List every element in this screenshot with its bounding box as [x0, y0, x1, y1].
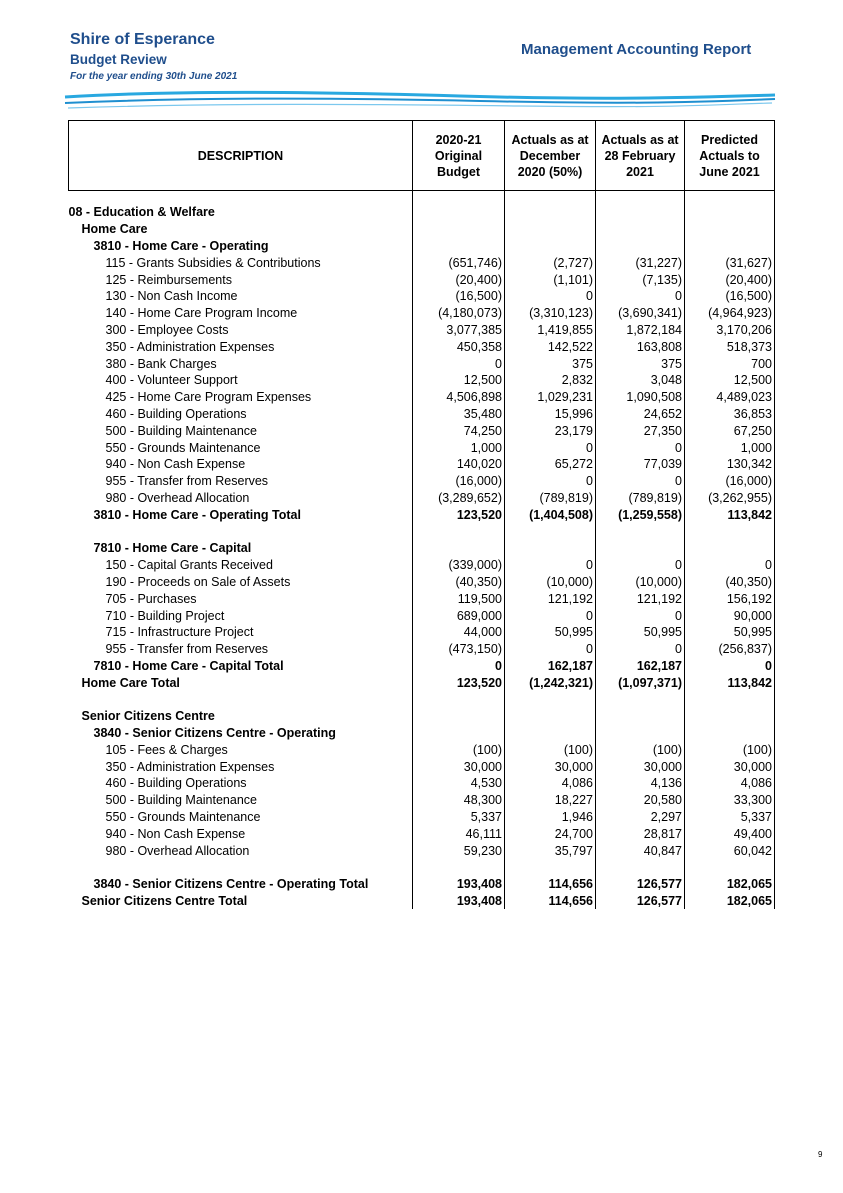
- row-value-col-2: 0: [505, 607, 596, 624]
- row-value-col-2: 1,029,231: [505, 389, 596, 406]
- row-description: 7810 - Home Care - Capital Total: [69, 658, 413, 675]
- spacer-cell: [413, 691, 505, 708]
- row-value-col-4: 33,300: [685, 792, 775, 809]
- row-value-col-1: [413, 708, 505, 725]
- spacer-row: [69, 191, 775, 205]
- spacer-cell: [505, 191, 596, 205]
- row-value-col-4: 49,400: [685, 825, 775, 842]
- row-value-col-2: 0: [505, 557, 596, 574]
- header-wave-decoration: [60, 86, 780, 116]
- column-header-description: [69, 121, 413, 191]
- column-header-1: [413, 121, 505, 191]
- row-value-col-1: [413, 238, 505, 255]
- row-value-col-3: 0: [596, 288, 685, 305]
- row-description: 705 - Purchases: [69, 590, 413, 607]
- table-row: [69, 490, 775, 507]
- row-description: 710 - Building Project: [69, 607, 413, 624]
- row-value-col-3: 0: [596, 439, 685, 456]
- row-value-col-3: (100): [596, 742, 685, 759]
- row-value-col-4: 12,500: [685, 372, 775, 389]
- spacer-row: [69, 523, 775, 540]
- row-description: 300 - Employee Costs: [69, 322, 413, 339]
- row-value-col-4: 50,995: [685, 624, 775, 641]
- row-value-col-1: 193,408: [413, 876, 505, 893]
- row-description: 350 - Administration Expenses: [69, 338, 413, 355]
- row-value-col-2: (1,242,321): [505, 674, 596, 691]
- column-header-2: [505, 121, 596, 191]
- row-value-col-3: (1,259,558): [596, 506, 685, 523]
- row-value-col-3: [596, 221, 685, 238]
- row-value-col-4: (100): [685, 742, 775, 759]
- row-value-col-2: 0: [505, 439, 596, 456]
- table-heading-row: [69, 658, 775, 675]
- table-row: [69, 758, 775, 775]
- row-description: 190 - Proceeds on Sale of Assets: [69, 574, 413, 591]
- row-value-col-2: 4,086: [505, 775, 596, 792]
- row-description: 140 - Home Care Program Income: [69, 305, 413, 322]
- row-value-col-1: 4,506,898: [413, 389, 505, 406]
- row-value-col-4: (31,627): [685, 254, 775, 271]
- row-value-col-2: (789,819): [505, 490, 596, 507]
- row-value-col-3: (789,819): [596, 490, 685, 507]
- table-row: [69, 624, 775, 641]
- row-value-col-4: (40,350): [685, 574, 775, 591]
- column-header-line: December: [519, 148, 581, 163]
- row-description: Home Care Total: [69, 674, 413, 691]
- table-row: [69, 372, 775, 389]
- row-value-col-3: 375: [596, 355, 685, 372]
- table-row: [69, 590, 775, 607]
- spacer-cell: [69, 859, 413, 876]
- row-value-col-4: (4,964,923): [685, 305, 775, 322]
- row-value-col-3: 162,187: [596, 658, 685, 675]
- row-value-col-1: 12,500: [413, 372, 505, 389]
- row-value-col-4: 90,000: [685, 607, 775, 624]
- row-description: 980 - Overhead Allocation: [69, 842, 413, 859]
- row-value-col-3: 1,872,184: [596, 322, 685, 339]
- row-value-col-1: (651,746): [413, 254, 505, 271]
- row-value-col-3: 1,090,508: [596, 389, 685, 406]
- column-header-line: Actuals as at: [601, 132, 679, 147]
- row-value-col-1: 123,520: [413, 674, 505, 691]
- row-value-col-1: 140,020: [413, 456, 505, 473]
- row-value-col-1: (339,000): [413, 557, 505, 574]
- table-row: [69, 271, 775, 288]
- row-value-col-2: (2,727): [505, 254, 596, 271]
- row-value-col-3: 0: [596, 473, 685, 490]
- row-value-col-4: [685, 238, 775, 255]
- row-value-col-1: (4,180,073): [413, 305, 505, 322]
- row-description: 400 - Volunteer Support: [69, 372, 413, 389]
- row-value-col-4: [685, 221, 775, 238]
- row-value-col-1: (40,350): [413, 574, 505, 591]
- column-header-line: 2020-21: [435, 132, 482, 147]
- row-description: 7810 - Home Care - Capital: [69, 540, 413, 557]
- table-row: [69, 557, 775, 574]
- row-value-col-3: (3,690,341): [596, 305, 685, 322]
- row-value-col-1: (100): [413, 742, 505, 759]
- page-number: 9: [818, 1150, 823, 1159]
- row-value-col-3: 126,577: [596, 893, 685, 910]
- row-value-col-1: 35,480: [413, 406, 505, 423]
- spacer-cell: [596, 191, 685, 205]
- table-heading-row: [69, 506, 775, 523]
- row-value-col-2: 35,797: [505, 842, 596, 859]
- row-value-col-2: 162,187: [505, 658, 596, 675]
- row-value-col-4: 0: [685, 557, 775, 574]
- table-row: [69, 406, 775, 423]
- row-value-col-3: [596, 725, 685, 742]
- row-value-col-2: 0: [505, 473, 596, 490]
- table-heading-row: [69, 540, 775, 557]
- row-value-col-2: [505, 725, 596, 742]
- row-value-col-4: 182,065: [685, 876, 775, 893]
- row-description: 460 - Building Operations: [69, 775, 413, 792]
- row-value-col-3: [596, 204, 685, 221]
- row-description: 115 - Grants Subsidies & Contributions: [69, 254, 413, 271]
- column-header-3: [596, 121, 685, 191]
- row-description: 3840 - Senior Citizens Centre - Operating Total: [69, 876, 413, 893]
- row-value-col-3: (10,000): [596, 574, 685, 591]
- row-value-col-4: 156,192: [685, 590, 775, 607]
- row-description: 425 - Home Care Program Expenses: [69, 389, 413, 406]
- row-description: Senior Citizens Centre Total: [69, 893, 413, 910]
- row-description: 130 - Non Cash Income: [69, 288, 413, 305]
- row-value-col-3: [596, 708, 685, 725]
- table-row: [69, 641, 775, 658]
- row-value-col-3: 0: [596, 641, 685, 658]
- table-body: [69, 191, 775, 910]
- row-value-col-2: 18,227: [505, 792, 596, 809]
- table-row: [69, 422, 775, 439]
- report-period: For the year ending 30th June 2021: [70, 71, 238, 82]
- row-value-col-2: (100): [505, 742, 596, 759]
- row-value-col-2: 375: [505, 355, 596, 372]
- row-value-col-2: [505, 540, 596, 557]
- table-row: [69, 456, 775, 473]
- row-value-col-3: 121,192: [596, 590, 685, 607]
- row-value-col-1: 44,000: [413, 624, 505, 641]
- row-description: 3810 - Home Care - Operating Total: [69, 506, 413, 523]
- table-row: [69, 792, 775, 809]
- row-description: 3840 - Senior Citizens Centre - Operating: [69, 725, 413, 742]
- table-row: [69, 355, 775, 372]
- budget-table: [68, 120, 774, 909]
- table-row: [69, 574, 775, 591]
- row-value-col-2: 142,522: [505, 338, 596, 355]
- spacer-cell: [596, 523, 685, 540]
- row-value-col-2: 1,419,855: [505, 322, 596, 339]
- table-row: [69, 254, 775, 271]
- row-value-col-4: [685, 204, 775, 221]
- table-heading-row: [69, 674, 775, 691]
- row-value-col-4: 36,853: [685, 406, 775, 423]
- row-value-col-4: [685, 540, 775, 557]
- row-value-col-1: 119,500: [413, 590, 505, 607]
- table-row: [69, 338, 775, 355]
- row-value-col-4: 67,250: [685, 422, 775, 439]
- spacer-row: [69, 691, 775, 708]
- row-value-col-4: 182,065: [685, 893, 775, 910]
- row-value-col-2: (3,310,123): [505, 305, 596, 322]
- row-value-col-4: 113,842: [685, 674, 775, 691]
- row-value-col-3: 40,847: [596, 842, 685, 859]
- row-value-col-2: 30,000: [505, 758, 596, 775]
- row-value-col-3: 4,136: [596, 775, 685, 792]
- table-heading-row: [69, 221, 775, 238]
- row-value-col-3: 50,995: [596, 624, 685, 641]
- row-value-col-2: [505, 204, 596, 221]
- row-value-col-3: 163,808: [596, 338, 685, 355]
- row-value-col-3: 126,577: [596, 876, 685, 893]
- report-subtitle: Budget Review: [70, 52, 167, 67]
- row-description: 350 - Administration Expenses: [69, 758, 413, 775]
- row-description: 940 - Non Cash Expense: [69, 456, 413, 473]
- row-description: Home Care: [69, 221, 413, 238]
- row-value-col-4: [685, 708, 775, 725]
- spacer-cell: [413, 523, 505, 540]
- table-heading-row: [69, 893, 775, 910]
- row-value-col-2: 24,700: [505, 825, 596, 842]
- table-row: [69, 305, 775, 322]
- row-value-col-2: (1,404,508): [505, 506, 596, 523]
- column-header-line: DESCRIPTION: [197, 148, 284, 163]
- row-value-col-4: 700: [685, 355, 775, 372]
- row-value-col-3: 24,652: [596, 406, 685, 423]
- row-description: 08 - Education & Welfare: [69, 204, 413, 221]
- organisation-name: Shire of Esperance: [70, 31, 215, 48]
- row-value-col-1: 123,520: [413, 506, 505, 523]
- row-description: 550 - Grounds Maintenance: [69, 809, 413, 826]
- spacer-cell: [413, 191, 505, 205]
- spacer-cell: [413, 859, 505, 876]
- table-header-row: [69, 121, 775, 191]
- spacer-cell: [685, 859, 775, 876]
- column-header-line: 28 February: [604, 148, 676, 163]
- row-value-col-2: 121,192: [505, 590, 596, 607]
- row-description: 550 - Grounds Maintenance: [69, 439, 413, 456]
- row-description: 715 - Infrastructure Project: [69, 624, 413, 641]
- spacer-cell: [69, 691, 413, 708]
- row-value-col-4: 113,842: [685, 506, 775, 523]
- row-description: Senior Citizens Centre: [69, 708, 413, 725]
- row-value-col-1: 4,530: [413, 775, 505, 792]
- row-value-col-3: 0: [596, 607, 685, 624]
- row-value-col-3: 0: [596, 557, 685, 574]
- row-description: 3810 - Home Care - Operating: [69, 238, 413, 255]
- column-header-4: [685, 121, 775, 191]
- table-row: [69, 825, 775, 842]
- row-value-col-2: 0: [505, 641, 596, 658]
- spacer-cell: [685, 691, 775, 708]
- row-description: 955 - Transfer from Reserves: [69, 641, 413, 658]
- row-value-col-1: (16,500): [413, 288, 505, 305]
- spacer-cell: [685, 191, 775, 205]
- table-row: [69, 322, 775, 339]
- table-row: [69, 842, 775, 859]
- row-value-col-4: (16,500): [685, 288, 775, 305]
- spacer-cell: [69, 523, 413, 540]
- row-value-col-2: [505, 708, 596, 725]
- row-value-col-1: [413, 221, 505, 238]
- spacer-cell: [505, 523, 596, 540]
- column-header-line: Actuals to: [699, 148, 760, 163]
- row-value-col-2: 0: [505, 288, 596, 305]
- row-description: 980 - Overhead Allocation: [69, 490, 413, 507]
- row-value-col-2: 114,656: [505, 893, 596, 910]
- spacer-cell: [505, 859, 596, 876]
- row-value-col-4: 0: [685, 658, 775, 675]
- row-description: 460 - Building Operations: [69, 406, 413, 423]
- row-value-col-4: 30,000: [685, 758, 775, 775]
- row-value-col-1: 0: [413, 355, 505, 372]
- column-header-line: 2021: [626, 164, 654, 179]
- row-value-col-4: 4,489,023: [685, 389, 775, 406]
- row-value-col-2: (1,101): [505, 271, 596, 288]
- row-value-col-2: 65,272: [505, 456, 596, 473]
- column-header-line: Predicted: [701, 132, 758, 147]
- row-value-col-1: [413, 540, 505, 557]
- row-value-col-2: [505, 221, 596, 238]
- row-value-col-3: 30,000: [596, 758, 685, 775]
- row-value-col-2: 23,179: [505, 422, 596, 439]
- row-value-col-3: (31,227): [596, 254, 685, 271]
- row-value-col-4: 5,337: [685, 809, 775, 826]
- row-description: 125 - Reimbursements: [69, 271, 413, 288]
- spacer-cell: [596, 859, 685, 876]
- row-value-col-1: 450,358: [413, 338, 505, 355]
- spacer-cell: [685, 523, 775, 540]
- table-heading-row: [69, 238, 775, 255]
- spacer-cell: [505, 691, 596, 708]
- row-value-col-3: [596, 540, 685, 557]
- row-description: 150 - Capital Grants Received: [69, 557, 413, 574]
- row-value-col-1: (16,000): [413, 473, 505, 490]
- table-row: [69, 288, 775, 305]
- table-row: [69, 389, 775, 406]
- table-heading-row: [69, 725, 775, 742]
- row-value-col-3: 77,039: [596, 456, 685, 473]
- table-row: [69, 439, 775, 456]
- row-value-col-4: 1,000: [685, 439, 775, 456]
- row-value-col-1: 689,000: [413, 607, 505, 624]
- report-title: Management Accounting Report: [521, 41, 752, 58]
- row-value-col-3: 27,350: [596, 422, 685, 439]
- row-value-col-1: (3,289,652): [413, 490, 505, 507]
- table-row: [69, 607, 775, 624]
- column-header-line: Budget: [436, 164, 481, 179]
- spacer-cell: [69, 191, 413, 205]
- spacer-row: [69, 859, 775, 876]
- row-description: 500 - Building Maintenance: [69, 422, 413, 439]
- row-value-col-2: 114,656: [505, 876, 596, 893]
- row-description: 105 - Fees & Charges: [69, 742, 413, 759]
- row-value-col-1: [413, 725, 505, 742]
- row-value-col-2: 50,995: [505, 624, 596, 641]
- row-value-col-1: 74,250: [413, 422, 505, 439]
- row-value-col-4: 4,086: [685, 775, 775, 792]
- column-header-line: Actuals as at: [511, 132, 589, 147]
- row-value-col-1: 1,000: [413, 439, 505, 456]
- table-row: [69, 809, 775, 826]
- row-value-col-1: (473,150): [413, 641, 505, 658]
- row-description: 500 - Building Maintenance: [69, 792, 413, 809]
- row-value-col-3: (7,135): [596, 271, 685, 288]
- row-value-col-2: [505, 238, 596, 255]
- row-value-col-1: 46,111: [413, 825, 505, 842]
- row-description: 940 - Non Cash Expense: [69, 825, 413, 842]
- row-value-col-3: 2,297: [596, 809, 685, 826]
- row-value-col-1: 48,300: [413, 792, 505, 809]
- row-value-col-1: (20,400): [413, 271, 505, 288]
- table-row: [69, 742, 775, 759]
- row-value-col-2: (10,000): [505, 574, 596, 591]
- row-value-col-1: 5,337: [413, 809, 505, 826]
- table-heading-row: [69, 708, 775, 725]
- row-value-col-4: 130,342: [685, 456, 775, 473]
- row-value-col-3: 20,580: [596, 792, 685, 809]
- row-value-col-1: [413, 204, 505, 221]
- row-value-col-4: [685, 725, 775, 742]
- row-value-col-1: 193,408: [413, 893, 505, 910]
- row-value-col-3: (1,097,371): [596, 674, 685, 691]
- row-value-col-3: 3,048: [596, 372, 685, 389]
- row-value-col-4: 518,373: [685, 338, 775, 355]
- row-value-col-1: 0: [413, 658, 505, 675]
- column-header-line: 2020 (50%): [517, 164, 583, 179]
- row-description: 380 - Bank Charges: [69, 355, 413, 372]
- row-value-col-2: 1,946: [505, 809, 596, 826]
- row-value-col-2: 15,996: [505, 406, 596, 423]
- row-value-col-4: (256,837): [685, 641, 775, 658]
- row-value-col-1: 59,230: [413, 842, 505, 859]
- spacer-cell: [596, 691, 685, 708]
- row-description: 955 - Transfer from Reserves: [69, 473, 413, 490]
- row-value-col-3: [596, 238, 685, 255]
- row-value-col-1: 3,077,385: [413, 322, 505, 339]
- table-heading-row: [69, 876, 775, 893]
- row-value-col-2: 2,832: [505, 372, 596, 389]
- row-value-col-3: 28,817: [596, 825, 685, 842]
- row-value-col-4: (20,400): [685, 271, 775, 288]
- table-row: [69, 775, 775, 792]
- column-header-line: June 2021: [699, 164, 760, 179]
- row-value-col-4: (16,000): [685, 473, 775, 490]
- row-value-col-1: 30,000: [413, 758, 505, 775]
- row-value-col-4: (3,262,955): [685, 490, 775, 507]
- table-heading-row: [69, 204, 775, 221]
- table-row: [69, 473, 775, 490]
- row-value-col-4: 3,170,206: [685, 322, 775, 339]
- column-header-line: Original: [434, 148, 483, 163]
- row-value-col-4: 60,042: [685, 842, 775, 859]
